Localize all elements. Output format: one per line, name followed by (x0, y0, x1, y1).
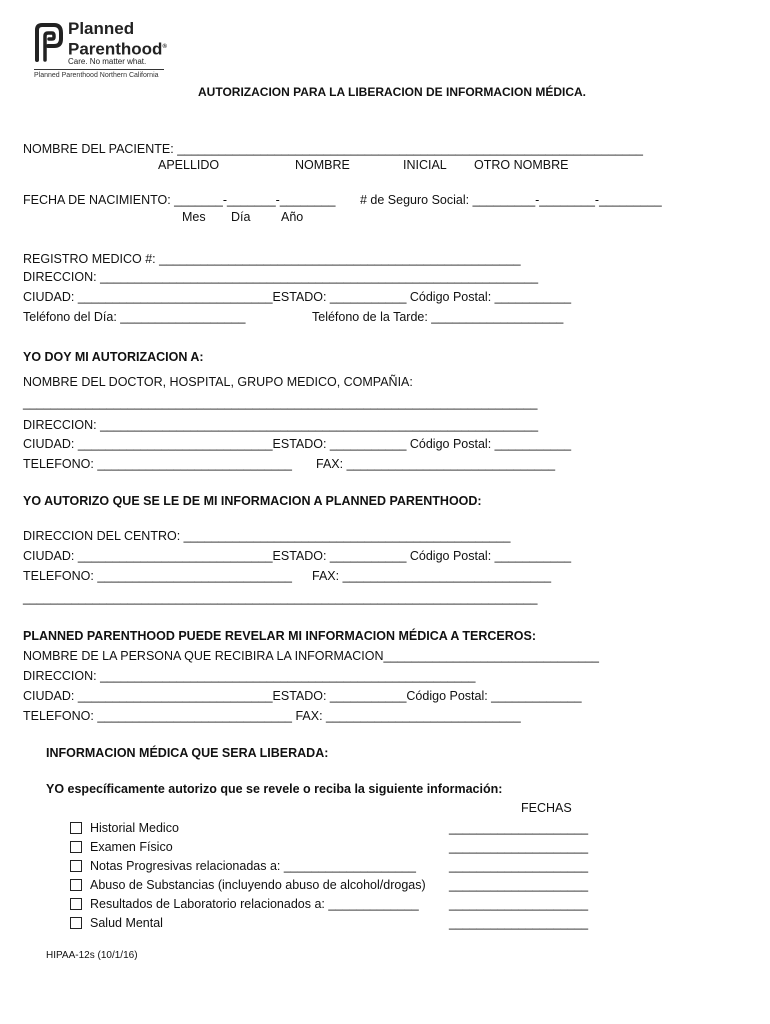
center-fax-field[interactable]: FAX: ______________________________ (312, 569, 552, 583)
recipient-phone-fax-field[interactable]: TELEFONO: ____________________________ FAX: ____________________________ (23, 709, 521, 723)
item-salud-mental-label: Salud Mental (90, 916, 163, 930)
patient-name-field[interactable]: NOMBRE DEL PACIENTE: ___________________________________________________________________ (23, 142, 643, 156)
recipient-city-state-zip-field[interactable]: CIUDAD: ____________________________ESTADO: ___________Código Postal: _____________ (23, 689, 582, 703)
item-notas-label: Notas Progresivas relacionadas a: ___________________ (90, 859, 416, 873)
ssn-field[interactable]: # de Seguro Social: _________-________-_________ (360, 193, 662, 207)
patient-city-state-zip-field[interactable]: CIUDAD: ____________________________ESTADO: ___________ Código Postal: ___________ (23, 290, 572, 304)
section-authorize-heading: YO DOY MI AUTORIZACION A: (23, 350, 204, 364)
planned-parenthood-logo (34, 20, 174, 80)
item-abuso-label: Abuso de Substancias (incluyendo abuso de alcohol/drogas) (90, 878, 426, 892)
form-code-footer: HIPAA-12s (10/1/16) (46, 950, 138, 961)
section-third-party-heading: PLANNED PARENTHOOD PUEDE REVELAR MI INFORMACION MÉDICA A TERCEROS: (23, 629, 536, 643)
date-abuso-field[interactable]: ____________________ (449, 878, 589, 892)
checkbox-abuso[interactable] (70, 879, 82, 891)
logo-divider (34, 69, 164, 70)
recipient-address-field[interactable]: DIRECCION: ______________________________________________________ (23, 669, 476, 683)
label-ano: Año (281, 210, 304, 224)
medical-record-field[interactable]: REGISTRO MEDICO #: ____________________________________________________ (23, 252, 521, 266)
label-dia: Día (231, 210, 251, 224)
section-info-intro: YO específicamente autorizo que se revele o reciba la siguiente información: (46, 782, 503, 796)
section-to-pp-heading: YO AUTORIZO QUE SE LE DE MI INFORMACION A PLANNED PARENTHOOD: (23, 494, 482, 508)
checkbox-notas[interactable] (70, 860, 82, 872)
item-historial-label: Historial Medico (90, 821, 179, 835)
doctor-city-state-zip-field[interactable]: CIUDAD: ____________________________ESTADO: ___________ Código Postal: ___________ (23, 437, 572, 451)
date-notas-field[interactable]: ____________________ (449, 859, 589, 873)
label-nombre: NOMBRE (295, 158, 350, 172)
form-title: AUTORIZACION PARA LA LIBERACION DE INFORMACION MÉDICA. (198, 85, 586, 99)
label-mes: Mes (182, 210, 206, 224)
evening-phone-field[interactable]: Teléfono de la Tarde: ___________________ (312, 310, 564, 324)
recipient-name-field[interactable]: NOMBRE DE LA PERSONA QUE RECIBIRA LA INFORMACION_______________________________ (23, 649, 600, 663)
patient-address-field[interactable]: DIRECCION: _______________________________________________________________ (23, 270, 539, 284)
checkbox-historial[interactable] (70, 822, 82, 834)
date-historial-field[interactable]: ____________________ (449, 821, 589, 835)
doctor-label: NOMBRE DEL DOCTOR, HOSPITAL, GRUPO MEDICO, COMPAÑIA: (23, 375, 413, 389)
date-examen-field[interactable]: ____________________ (449, 840, 589, 854)
item-laboratorio-label: Resultados de Laboratorio relacionados a: _____________ (90, 897, 419, 911)
logo-tagline: Care. No matter what. (68, 57, 147, 66)
doctor-phone-field[interactable]: TELEFONO: ____________________________ (23, 457, 292, 471)
planned-parenthood-p-icon (34, 22, 64, 62)
date-salud-mental-field[interactable]: ____________________ (449, 916, 589, 930)
logo-wordmark: Planned Parenthood® (68, 19, 167, 59)
center-address-field[interactable]: DIRECCION DEL CENTRO: _______________________________________________ (23, 529, 511, 543)
label-inicial: INICIAL (403, 158, 447, 172)
label-apellido: APELLIDO (158, 158, 220, 172)
checkbox-laboratorio[interactable] (70, 898, 82, 910)
section-info-released-heading: INFORMACION MÉDICA QUE SERA LIBERADA: (46, 746, 329, 760)
dates-column-label: FECHAS (521, 801, 572, 815)
checkbox-salud-mental[interactable] (70, 917, 82, 929)
item-examen-label: Examen Físico (90, 840, 173, 854)
logo-affiliate: Planned Parenthood Northern California (34, 72, 159, 79)
checkbox-examen[interactable] (70, 841, 82, 853)
day-phone-field[interactable]: Teléfono del Día: __________________ (23, 310, 246, 324)
doctor-name-field[interactable]: __________________________________________________________________________ (23, 396, 538, 410)
center-city-state-zip-field[interactable]: CIUDAD: ____________________________ESTADO: ___________ Código Postal: ___________ (23, 549, 572, 563)
doctor-address-field[interactable]: DIRECCION: _______________________________________________________________ (23, 418, 539, 432)
label-otro-nombre: OTRO NOMBRE (474, 158, 569, 172)
center-extra-field[interactable]: __________________________________________________________________________ (23, 591, 538, 605)
date-laboratorio-field[interactable]: ____________________ (449, 897, 589, 911)
center-phone-field[interactable]: TELEFONO: ____________________________ (23, 569, 292, 583)
dob-field[interactable]: FECHA DE NACIMIENTO: _______-_______-________ (23, 193, 336, 207)
doctor-fax-field[interactable]: FAX: ______________________________ (316, 457, 556, 471)
